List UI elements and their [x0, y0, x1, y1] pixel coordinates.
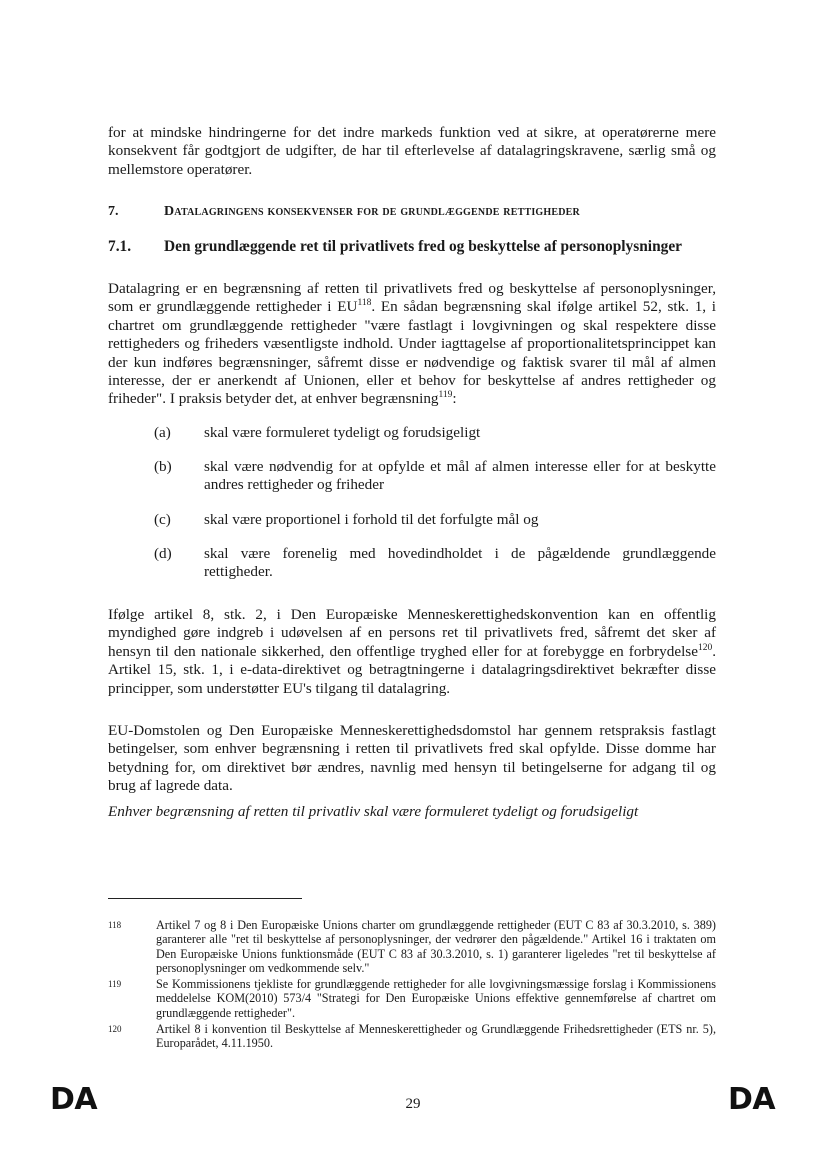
list-item-b: [154, 458, 716, 495]
language-code-left: DA: [50, 1082, 98, 1117]
list-item-text: skal være nødvendig for at opfylde et mål af almen interesse eller for at beskytte andres rettigheder og friheder: [204, 458, 716, 494]
italic-subheading: Enhver begrænsning af retten til privatliv skal være formuleret tydeligt og forudsigeligt: [108, 803, 639, 820]
paragraph-2-part-2: . Artikel 15, stk. 1, i e-data-direktivet og betragtningerne i datalagringsdirektivet bekræfter disse principper, som understøtter EU's tilgang til datalagring.: [108, 642, 716, 697]
list-item-c: [154, 511, 716, 529]
list-item-label: (c): [154, 511, 171, 528]
footnote-120: [108, 1022, 716, 1051]
footnote-text: Se Kommissionens tjekliste for grundlæggende rettigheder for alle lovgivningsmæssige forslag i Kommissionens meddelelse KOM(2010) 573/4 "Strategi for Den Europæiske Unions effektive gennemførelse af chartret om grundlæggende rettigheder".: [156, 977, 716, 1020]
section-7-1-number: 7.1.: [108, 238, 132, 255]
footnote-119: [108, 977, 716, 1020]
list-item-a: [154, 424, 716, 442]
footnote-ref-119[interactable]: 119: [438, 390, 453, 401]
list-item-label: (a): [154, 424, 171, 441]
list-item-d: [154, 545, 716, 582]
paragraph-datalagring: [108, 280, 716, 409]
section-7-title: Datalagringens konsekvenser for de grundlæggende rettigheder: [164, 204, 580, 219]
footnote-number: 120: [108, 1024, 122, 1034]
paragraph-menneskerettighedskonvention: [108, 606, 716, 698]
footnote-separator: [108, 898, 302, 899]
paragraph-1-part-2: . En sådan begrænsning skal ifølge artikel 52, stk. 1, i chartret om grundlæggende rettigheder "være fastlagt i lovgivningen og skal respektere disse rettigheders og friheders væsentligste indhold. Under iagttagelse af proportionalitetsprincippet kan der kun indføres begrænsninger, såfremt disse er nødvendige og faktisk svarer til mål af almen interesse, der er anerkendt af Unionen, eller et behov for beskyttelse af andres rettigheder og friheder". I praksis betyder det, at enhver begrænsning: [108, 298, 717, 408]
footnote-118: [108, 918, 716, 976]
page-number: 29: [405, 1096, 421, 1112]
list-item-text: skal være proportionel i forhold til det forfulgte mål og: [204, 511, 539, 528]
list-item-text: skal være forenelig med hovedindholdet i de pågældende grundlæggende rettigheder.: [204, 545, 716, 581]
section-7-1-title: Den grundlæggende ret til privatlivets fred og beskyttelse af personoplysninger: [164, 238, 682, 255]
paragraph-2-part-1: Ifølge artikel 8, stk. 2, i Den Europæiske Menneskerettighedskonvention kan en offentlig myndighed gøre indgreb i udøvelsen af en persons ret til privatlivets fred, såfremt det sker af hensyn til den nationale sikkerhed, den offentlige tryghed eller for at forebygge en forbrydelse: [108, 606, 716, 660]
list-item-label: (d): [154, 545, 172, 562]
paragraph-eu-domstolen: EU-Domstolen og Den Europæiske Menneskerettighedsdomstol har gennem retspraksis fastlagt betingelser, som enhver begrænsning i retten til privatlivets fred skal opfylde. Disse domme har betydning for, om direktivet bør ændres, navnlig med hensyn til betingelserne for adgang til og brug af lagrede data.: [108, 722, 716, 795]
footnote-text: Artikel 8 i konvention til Beskyttelse af Menneskerettigheder og Grundlæggende Frihedsrettigheder (ETS nr. 5), Europarådet, 4.11.1950.: [156, 1022, 716, 1051]
footnote-text: Artikel 7 og 8 i Den Europæiske Unions charter om grundlæggende rettigheder (EUT C 83 af 30.3.2010, s. 389) garanterer alle "ret til beskyttelse af personoplysninger, der vedrører den pågældende." Artikel 16 i traktaten om Den Europæiske Unions funktionsmåde (EUT C 83 af 30.3.2010, s. 1) garanterer ligeledes "ret til beskyttelse af personoplysninger om vedkommende selv.": [156, 918, 716, 976]
language-code-right: DA: [728, 1082, 776, 1117]
section-7-heading: [108, 204, 580, 220]
paragraph-1-part-3: :: [452, 390, 457, 408]
intro-paragraph: for at mindske hindringerne for det indre markeds funktion ved at sikre, at operatørerne mere konsekvent får godtgjort de udgifter, de har til efterlevelse af datalagringskravene, særlig små og mellemstore operatører.: [108, 124, 716, 178]
list-item-label: (b): [154, 458, 172, 475]
paragraph-1-part-1: Datalagring er en begrænsning af retten til privatlivets fred og beskyttelse af personoplysninger, som er grundlæggende rettigheder i EU: [108, 280, 716, 316]
footnote-number: 119: [108, 979, 122, 989]
section-7-1-heading: [108, 238, 682, 256]
list-item-text: skal være formuleret tydeligt og forudsigeligt: [204, 424, 481, 441]
footnote-ref-120[interactable]: 120: [697, 642, 713, 653]
footnote-ref-118[interactable]: 118: [357, 298, 372, 309]
footnote-number: 118: [108, 920, 122, 930]
section-7-number: 7.: [108, 204, 119, 219]
